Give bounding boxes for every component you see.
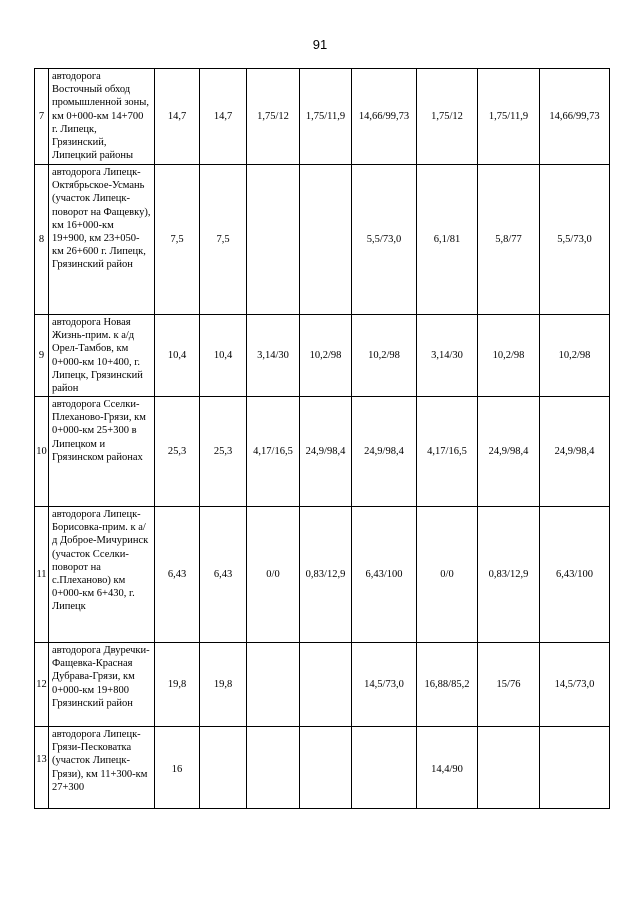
table-cell: 0/0 — [417, 507, 478, 643]
table-cell: 6,43 — [200, 507, 247, 643]
road-name: автодорога Двуречки-Фащевка-Красная Дубрава-Грязи, км 0+000-км 19+800 Грязинский район — [49, 643, 155, 727]
table-cell: 24,9/98,4 — [352, 397, 417, 507]
table-cell: 14,7 — [200, 69, 247, 165]
row-number: 7 — [35, 69, 49, 165]
table-cell: 0,83/12,9 — [478, 507, 540, 643]
table-cell: 6,43/100 — [352, 507, 417, 643]
table-cell: 25,3 — [200, 397, 247, 507]
table-cell: 14,66/99,73 — [352, 69, 417, 165]
table-cell — [300, 643, 352, 727]
road-name: автодорога Липецк-Борисовка-прим. к а/д Доброе-Мичуринск (участок Сселки-поворот на с.Плеханово) км 0+000-км 6+430, г. Липецк — [49, 507, 155, 643]
table-cell: 10,2/98 — [540, 315, 610, 397]
row-number: 10 — [35, 397, 49, 507]
row-number: 12 — [35, 643, 49, 727]
table-cell: 10,2/98 — [352, 315, 417, 397]
table-cell — [540, 727, 610, 809]
table-cell: 7,5 — [155, 165, 200, 315]
table-cell: 5,5/73,0 — [352, 165, 417, 315]
table-cell: 4,17/16,5 — [417, 397, 478, 507]
table-cell: 14,4/90 — [417, 727, 478, 809]
table-cell: 15/76 — [478, 643, 540, 727]
table-cell: 3,14/30 — [247, 315, 300, 397]
road-name: автодорога Сселки-Плеханово-Грязи, км 0+000-км 25+300 в Липецком и Грязинском районах — [49, 397, 155, 507]
table-cell: 19,8 — [155, 643, 200, 727]
table-cell: 0/0 — [247, 507, 300, 643]
table-cell — [200, 727, 247, 809]
table-cell: 5,8/77 — [478, 165, 540, 315]
road-name: автодорога Липецк-Октябрьское-Усмань (участок Липецк-поворот на Фащевку), км 16+000-км 19+900, км 23+050-км 26+600 г. Липецк, Грязинский район — [49, 165, 155, 315]
table-row — [35, 165, 610, 315]
table-cell: 10,4 — [155, 315, 200, 397]
table-row — [35, 507, 610, 643]
table-cell: 14,7 — [155, 69, 200, 165]
table-cell: 3,14/30 — [417, 315, 478, 397]
table-cell: 14,66/99,73 — [540, 69, 610, 165]
table-cell: 5,5/73,0 — [540, 165, 610, 315]
table-cell: 6,43/100 — [540, 507, 610, 643]
table-cell: 24,9/98,4 — [478, 397, 540, 507]
table-row — [35, 69, 610, 165]
row-number: 11 — [35, 507, 49, 643]
table-cell: 24,9/98,4 — [540, 397, 610, 507]
table-row — [35, 315, 610, 397]
table-cell: 7,5 — [200, 165, 247, 315]
table-cell: 6,1/81 — [417, 165, 478, 315]
table-cell: 16 — [155, 727, 200, 809]
table-cell — [300, 727, 352, 809]
table-cell — [247, 165, 300, 315]
table-cell: 10,2/98 — [478, 315, 540, 397]
table-cell: 14,5/73,0 — [352, 643, 417, 727]
table-cell: 16,88/85,2 — [417, 643, 478, 727]
road-name: автодорога Восточный обход промышленной зоны, км 0+000-км 14+700 г. Липецк, Грязинский, Липецкий районы — [49, 69, 155, 165]
table-cell: 4,17/16,5 — [247, 397, 300, 507]
table-row — [35, 727, 610, 809]
table-cell: 1,75/12 — [417, 69, 478, 165]
table-cell: 1,75/11,9 — [478, 69, 540, 165]
table-cell — [478, 727, 540, 809]
road-name: автодорога Липецк-Грязи-Песковатка (участок Липецк-Грязи), км 11+300-км 27+300 — [49, 727, 155, 809]
table-cell — [247, 727, 300, 809]
table-row — [35, 397, 610, 507]
table-cell: 1,75/12 — [247, 69, 300, 165]
table-cell: 6,43 — [155, 507, 200, 643]
road-name: автодорога Новая Жизнь-прим. к а/д Орел-Тамбов, км 0+000-км 10+400, г. Липецк, Грязинский район — [49, 315, 155, 397]
table-cell — [247, 643, 300, 727]
table-cell: 0,83/12,9 — [300, 507, 352, 643]
table-cell: 24,9/98,4 — [300, 397, 352, 507]
table-cell: 10,4 — [200, 315, 247, 397]
table-cell: 10,2/98 — [300, 315, 352, 397]
table-cell — [352, 727, 417, 809]
row-number: 9 — [35, 315, 49, 397]
table-cell: 1,75/11,9 — [300, 69, 352, 165]
table-cell: 14,5/73,0 — [540, 643, 610, 727]
page-number: 91 — [312, 37, 328, 52]
table-cell: 25,3 — [155, 397, 200, 507]
table-cell: 19,8 — [200, 643, 247, 727]
row-number: 8 — [35, 165, 49, 315]
road-data-table — [34, 68, 610, 809]
row-number: 13 — [35, 727, 49, 809]
table-row — [35, 643, 610, 727]
table-cell — [300, 165, 352, 315]
